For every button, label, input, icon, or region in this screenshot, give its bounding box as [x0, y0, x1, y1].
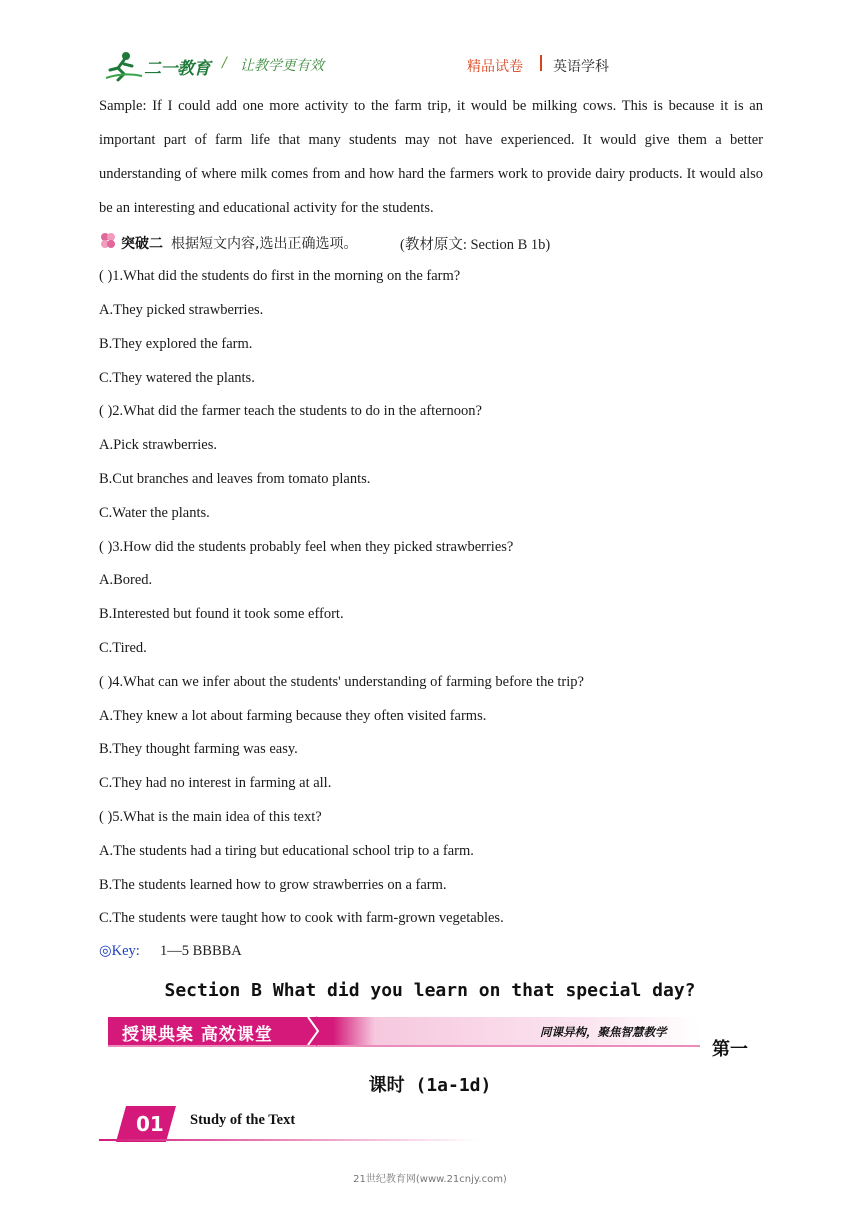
logo-text: 二一教育 [144, 59, 210, 79]
breakthrough-title: 突破二 [121, 236, 163, 252]
option: B.Cut branches and leaves from tomato plants. [99, 471, 371, 487]
paper-label: 精品试卷 [467, 59, 523, 75]
key-answer: 1—5 BBBBA [160, 943, 242, 959]
lesson-title-part1: 第一 [712, 1039, 748, 1060]
option: A.Bored. [99, 572, 153, 588]
question-stem: ( )5.What is the main idea of this text? [99, 809, 322, 825]
option: C.The students were taught how to cook with farm-grown vegetables. [99, 910, 504, 926]
option: C.Water the plants. [99, 505, 210, 521]
key-label: ◎Key: [99, 943, 140, 959]
flower-icon [99, 232, 117, 250]
option: C.They watered the plants. [99, 370, 255, 386]
option: B.Interested but found it took some effort. [99, 606, 344, 622]
option: A.Pick strawberries. [99, 437, 217, 453]
question-stem: ( )4.What can we infer about the students' understanding of farming before the trip? [99, 674, 584, 690]
slogan-separator: / [222, 55, 227, 71]
question-stem: ( )2.What did the farmer teach the students to do in the afternoon? [99, 403, 482, 419]
option: B.The students learned how to grow strawberries on a farm. [99, 877, 447, 893]
option: B.They explored the farm. [99, 336, 253, 352]
lesson-title-part2: 课时 (1a-1d) [368, 1075, 492, 1096]
runner-icon [104, 50, 144, 82]
option: C.They had no interest in farming at all. [99, 775, 332, 791]
option: A.They knew a lot about farming because they often visited farms. [99, 708, 487, 724]
breakthrough-source: (教材原文: Section B 1b) [400, 237, 551, 253]
page-footer: 21世纪教育网(www.21cnjy.com) [353, 1174, 507, 1185]
question-stem: ( )3.How did the students probably feel when they picked strawberries? [99, 539, 514, 555]
sample-paragraph: Sample: If I could add one more activity to the farm trip, it would be milking cows. This is because it is an important part of farm life that many students may not have experienced. It would give them a better understanding of where milk comes from and how hard the farmers work to provide dairy products. It would also be an interesting and educational activity for the students. [99, 98, 763, 216]
option: A.The students had a tiring but educational school trip to a farm. [99, 843, 474, 859]
banner-label: 授课典案 高效课堂 [122, 1025, 273, 1045]
option: B.They thought farming was easy. [99, 741, 298, 757]
breakthrough-instruction: 根据短文内容,选出正确选项。 [171, 236, 358, 252]
logo [104, 50, 224, 82]
section-number: 01 [136, 1112, 164, 1136]
header-divider [540, 55, 542, 71]
banner-tagline: 同课异构，聚焦智慧教学 [540, 1025, 667, 1039]
slogan: 让教学更有效 [240, 58, 324, 74]
option: C.Tired. [99, 640, 147, 656]
question-stem: ( )1.What did the students do first in the morning on the farm? [99, 268, 461, 284]
section-title: Section B What did you learn on that special day? [164, 980, 696, 1001]
study-title: Study of the Text [190, 1112, 296, 1128]
option: A.They picked strawberries. [99, 302, 264, 318]
subject-label: 英语学科 [553, 59, 609, 75]
study-underline [99, 1139, 479, 1141]
